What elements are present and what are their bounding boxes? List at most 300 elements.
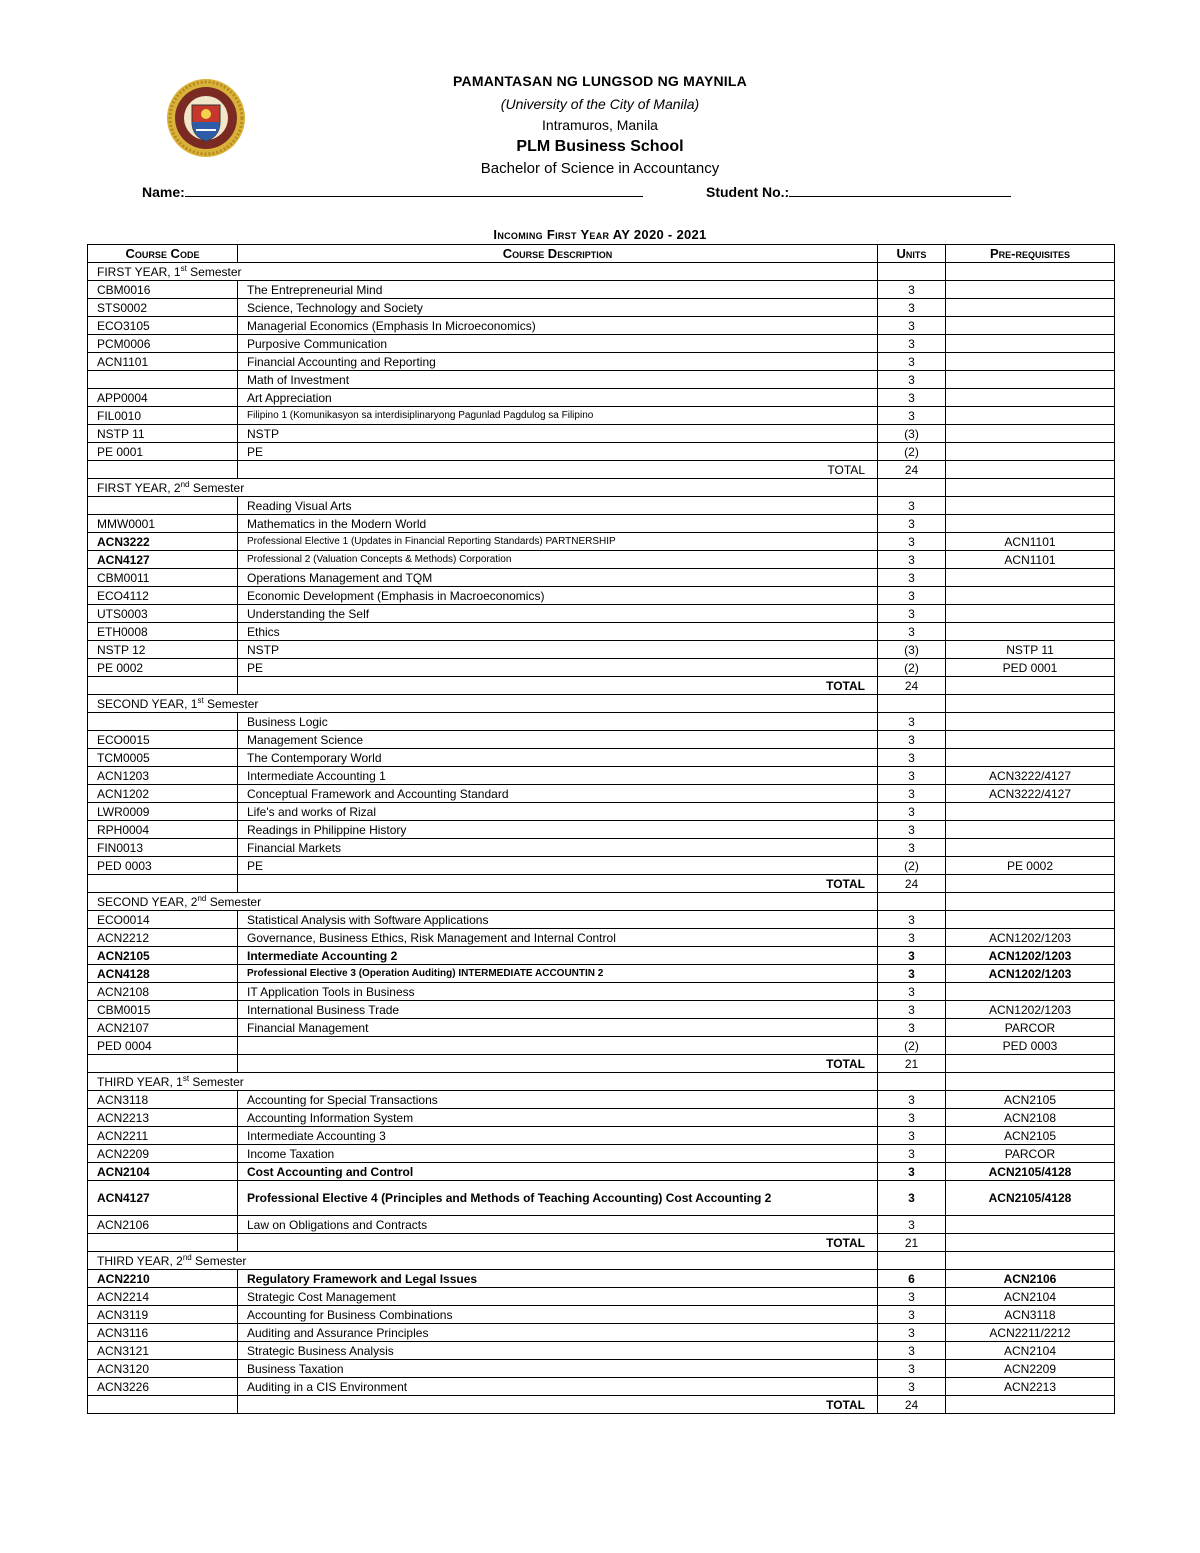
course-row <box>88 929 1115 947</box>
course-row <box>88 281 1115 299</box>
empty-cell <box>88 875 238 893</box>
course-prerequisite: ACN2211/2212 <box>946 1324 1115 1342</box>
course-units: 3 <box>878 731 946 749</box>
empty-cell <box>878 1252 946 1270</box>
student-no-label: Student No.: <box>706 184 790 200</box>
course-code <box>88 497 238 515</box>
semester-title-ordinal: nd <box>197 893 207 903</box>
course-prerequisite <box>946 731 1115 749</box>
course-units: 3 <box>878 623 946 641</box>
course-code: ACN2212 <box>88 929 238 947</box>
empty-cell <box>946 893 1115 911</box>
course-description: Accounting for Business Combinations <box>238 1306 878 1324</box>
course-row <box>88 1378 1115 1396</box>
course-row <box>88 1019 1115 1037</box>
semester-title-ordinal: st <box>180 263 187 273</box>
course-row <box>88 317 1115 335</box>
course-description: Intermediate Accounting 1 <box>238 767 878 785</box>
semester-title-suffix: Semester <box>206 894 262 909</box>
course-units: 3 <box>878 1306 946 1324</box>
course-prerequisite: ACN1202/1203 <box>946 1001 1115 1019</box>
course-units: (2) <box>878 857 946 875</box>
student-no-blank-line[interactable] <box>789 183 1011 197</box>
course-description: Accounting Information System <box>238 1109 878 1127</box>
course-prerequisite <box>946 983 1115 1001</box>
empty-cell <box>878 479 946 497</box>
university-english-name: (University of the City of Manila) <box>500 96 700 112</box>
empty-cell <box>946 1234 1115 1252</box>
course-units: 3 <box>878 335 946 353</box>
course-description: Financial Accounting and Reporting <box>238 353 878 371</box>
total-row <box>88 1396 1115 1414</box>
course-row <box>88 1324 1115 1342</box>
course-units: 3 <box>878 371 946 389</box>
course-units: 3 <box>878 821 946 839</box>
course-prerequisite: ACN2105/4128 <box>946 1181 1115 1216</box>
course-row <box>88 641 1115 659</box>
semester-title-suffix: Semester <box>191 1253 247 1268</box>
course-code: ACN2106 <box>88 1216 238 1234</box>
course-prerequisite: ACN2105/4128 <box>946 1163 1115 1181</box>
course-description: Professional Elective 4 (Principles and Methods of Teaching Accounting) Cost Accounting 2 <box>238 1181 878 1216</box>
course-description: Purposive Communication <box>238 335 878 353</box>
course-code: PED 0003 <box>88 857 238 875</box>
course-row <box>88 443 1115 461</box>
total-units: 24 <box>878 875 946 893</box>
course-description: Managerial Economics (Emphasis In Microeconomics) <box>238 317 878 335</box>
course-prerequisite <box>946 713 1115 731</box>
semester-title-text: THIRD YEAR, 2 <box>97 1253 183 1268</box>
empty-cell <box>878 695 946 713</box>
course-code: ACN3120 <box>88 1360 238 1378</box>
total-row <box>88 677 1115 695</box>
empty-cell <box>946 263 1115 281</box>
course-prerequisite: ACN3222/4127 <box>946 785 1115 803</box>
semester-title-ordinal: st <box>182 1073 190 1083</box>
course-row <box>88 1360 1115 1378</box>
course-description: Financial Management <box>238 1019 878 1037</box>
course-prerequisite <box>946 353 1115 371</box>
empty-cell <box>946 677 1115 695</box>
total-label: TOTAL <box>238 461 878 479</box>
course-units: 3 <box>878 605 946 623</box>
course-code: ACN3118 <box>88 1091 238 1109</box>
course-code: ACN2107 <box>88 1019 238 1037</box>
course-row <box>88 569 1115 587</box>
semester-title-suffix: Semester <box>189 480 245 495</box>
course-description: NSTP <box>238 641 878 659</box>
course-description: Ethics <box>238 623 878 641</box>
course-units: 3 <box>878 1127 946 1145</box>
course-units: 3 <box>878 983 946 1001</box>
course-row <box>88 803 1115 821</box>
course-row <box>88 1342 1115 1360</box>
course-description: Income Taxation <box>238 1145 878 1163</box>
course-description: Auditing and Assurance Principles <box>238 1324 878 1342</box>
university-name: PAMANTASAN NG LUNGSOD NG MAYNILA <box>453 73 747 89</box>
total-label: TOTAL <box>238 1396 878 1414</box>
course-units: 3 <box>878 551 946 569</box>
total-units: 24 <box>878 677 946 695</box>
course-description: Professional Elective 3 (Operation Auditing) INTERMEDIATE ACCOUNTIN 2 <box>238 965 878 983</box>
course-code: MMW0001 <box>88 515 238 533</box>
name-label: Name: <box>142 184 185 200</box>
course-description: Understanding the Self <box>238 605 878 623</box>
semester-title-ordinal: nd <box>180 479 190 489</box>
course-units: 3 <box>878 407 946 425</box>
course-row <box>88 353 1115 371</box>
course-code: PCM0006 <box>88 335 238 353</box>
course-code <box>88 713 238 731</box>
course-row <box>88 551 1115 569</box>
course-code: ECO0015 <box>88 731 238 749</box>
course-prerequisite: ACN1202/1203 <box>946 947 1115 965</box>
course-description: Mathematics in the Modern World <box>238 515 878 533</box>
course-code <box>88 371 238 389</box>
semester-title-row <box>88 893 1115 911</box>
course-code: CBM0011 <box>88 569 238 587</box>
course-code: ETH0008 <box>88 623 238 641</box>
course-code: TCM0005 <box>88 749 238 767</box>
course-row <box>88 1216 1115 1234</box>
course-prerequisite: ACN2104 <box>946 1288 1115 1306</box>
course-row <box>88 713 1115 731</box>
course-units: (3) <box>878 425 946 443</box>
course-units: 3 <box>878 1145 946 1163</box>
course-row <box>88 749 1115 767</box>
course-prerequisite <box>946 335 1115 353</box>
course-row <box>88 785 1115 803</box>
course-units: 3 <box>878 1163 946 1181</box>
semester-title-ordinal: st <box>197 695 204 705</box>
course-prerequisite: ACN2213 <box>946 1378 1115 1396</box>
course-units: 3 <box>878 1181 946 1216</box>
course-units: (2) <box>878 443 946 461</box>
student-no-field[interactable] <box>706 183 1011 200</box>
empty-cell <box>946 461 1115 479</box>
course-code: ECO3105 <box>88 317 238 335</box>
course-description: Intermediate Accounting 3 <box>238 1127 878 1145</box>
course-prerequisite: PED 0003 <box>946 1037 1115 1055</box>
course-row <box>88 605 1115 623</box>
course-row <box>88 407 1115 425</box>
course-row <box>88 947 1115 965</box>
course-units: 3 <box>878 281 946 299</box>
empty-cell <box>946 695 1115 713</box>
course-row <box>88 821 1115 839</box>
course-description: Management Science <box>238 731 878 749</box>
course-prerequisite <box>946 1216 1115 1234</box>
empty-cell <box>88 677 238 695</box>
course-code: PE 0002 <box>88 659 238 677</box>
semester-title-suffix: Semester <box>203 696 259 711</box>
course-description: Statistical Analysis with Software Applications <box>238 911 878 929</box>
course-code: APP0004 <box>88 389 238 407</box>
course-units: 3 <box>878 1360 946 1378</box>
course-prerequisite <box>946 443 1115 461</box>
semester-title <box>88 695 878 713</box>
column-header-units: Units <box>878 245 946 263</box>
course-row <box>88 1306 1115 1324</box>
course-row <box>88 587 1115 605</box>
course-units: 3 <box>878 389 946 407</box>
total-units: 21 <box>878 1055 946 1073</box>
column-header-prerequisites: Pre-requisites <box>946 245 1115 263</box>
course-description: International Business Trade <box>238 1001 878 1019</box>
empty-cell <box>946 1252 1115 1270</box>
empty-cell <box>946 479 1115 497</box>
course-row <box>88 1091 1115 1109</box>
course-description: Science, Technology and Society <box>238 299 878 317</box>
course-description: Financial Markets <box>238 839 878 857</box>
course-description: Cost Accounting and Control <box>238 1163 878 1181</box>
course-description: PE <box>238 443 878 461</box>
course-code: ACN2213 <box>88 1109 238 1127</box>
course-prerequisite <box>946 497 1115 515</box>
empty-cell <box>88 1396 238 1414</box>
total-units: 24 <box>878 1396 946 1414</box>
course-units: 3 <box>878 785 946 803</box>
semester-title <box>88 1073 878 1091</box>
course-row <box>88 515 1115 533</box>
course-description: Reading Visual Arts <box>238 497 878 515</box>
empty-cell <box>88 461 238 479</box>
course-units: (2) <box>878 1037 946 1055</box>
course-code: ACN3226 <box>88 1378 238 1396</box>
course-prerequisite: ACN2104 <box>946 1342 1115 1360</box>
course-description: Strategic Business Analysis <box>238 1342 878 1360</box>
course-units: 3 <box>878 1324 946 1342</box>
school-name: PLM Business School <box>516 138 684 155</box>
course-code: FIL0010 <box>88 407 238 425</box>
course-units: 3 <box>878 749 946 767</box>
course-row <box>88 1001 1115 1019</box>
total-units: 21 <box>878 1234 946 1252</box>
course-prerequisite <box>946 389 1115 407</box>
course-code: PE 0001 <box>88 443 238 461</box>
semester-title <box>88 893 878 911</box>
course-row <box>88 1109 1115 1127</box>
course-description: PE <box>238 659 878 677</box>
course-description: IT Application Tools in Business <box>238 983 878 1001</box>
table-header-row <box>88 245 1115 263</box>
empty-cell <box>878 1073 946 1091</box>
course-code: ACN2211 <box>88 1127 238 1145</box>
course-units: 3 <box>878 947 946 965</box>
course-description: Art Appreciation <box>238 389 878 407</box>
total-row <box>88 461 1115 479</box>
course-row <box>88 839 1115 857</box>
empty-cell <box>946 1055 1115 1073</box>
course-code: ACN1203 <box>88 767 238 785</box>
course-row <box>88 965 1115 983</box>
course-row <box>88 533 1115 551</box>
semester-title-ordinal: nd <box>182 1252 192 1262</box>
table-title: Incoming First Year AY 2020 - 2021 <box>493 227 707 242</box>
course-prerequisite <box>946 587 1115 605</box>
course-code: RPH0004 <box>88 821 238 839</box>
course-units: 3 <box>878 1378 946 1396</box>
course-prerequisite: PARCOR <box>946 1019 1115 1037</box>
course-units: 6 <box>878 1270 946 1288</box>
course-prerequisite: PED 0001 <box>946 659 1115 677</box>
course-prerequisite <box>946 569 1115 587</box>
course-description: Regulatory Framework and Legal Issues <box>238 1270 878 1288</box>
course-description: Professional Elective 1 (Updates in Financial Reporting Standards) PARTNERSHIP <box>238 533 878 551</box>
course-row <box>88 299 1115 317</box>
course-description: Filipino 1 (Komunikasyon sa interdisiplinaryong Pagunlad Pagdulog sa Filipino <box>238 407 878 425</box>
course-description: Operations Management and TQM <box>238 569 878 587</box>
semester-title-suffix: Semester <box>189 1074 244 1089</box>
course-code: ACN1101 <box>88 353 238 371</box>
semester-title-row <box>88 479 1115 497</box>
course-row <box>88 911 1115 929</box>
course-prerequisite: PARCOR <box>946 1145 1115 1163</box>
course-units: 3 <box>878 1288 946 1306</box>
empty-cell <box>878 263 946 281</box>
course-units: 3 <box>878 317 946 335</box>
empty-cell <box>878 893 946 911</box>
course-code: ACN1202 <box>88 785 238 803</box>
course-row <box>88 1145 1115 1163</box>
course-row <box>88 857 1115 875</box>
course-row <box>88 623 1115 641</box>
course-description: Conceptual Framework and Accounting Standard <box>238 785 878 803</box>
course-prerequisite: ACN1202/1203 <box>946 965 1115 983</box>
course-prerequisite <box>946 515 1115 533</box>
course-code: ACN4128 <box>88 965 238 983</box>
course-units: 3 <box>878 299 946 317</box>
course-units: 3 <box>878 497 946 515</box>
course-prerequisite: ACN2108 <box>946 1109 1115 1127</box>
course-units: 3 <box>878 911 946 929</box>
semester-title-text: FIRST YEAR, 2 <box>97 480 181 495</box>
course-description: The Contemporary World <box>238 749 878 767</box>
semester-title-row <box>88 1252 1115 1270</box>
course-code: ACN2108 <box>88 983 238 1001</box>
course-prerequisite: ACN2106 <box>946 1270 1115 1288</box>
course-code: ACN2209 <box>88 1145 238 1163</box>
course-code: ACN2210 <box>88 1270 238 1288</box>
empty-cell <box>88 1055 238 1073</box>
course-prerequisite <box>946 425 1115 443</box>
total-label: TOTAL <box>238 1234 878 1252</box>
course-code: UTS0003 <box>88 605 238 623</box>
course-description: The Entrepreneurial Mind <box>238 281 878 299</box>
course-code: ACN4127 <box>88 1181 238 1216</box>
course-units: 3 <box>878 569 946 587</box>
course-units: 3 <box>878 533 946 551</box>
course-code: ACN2105 <box>88 947 238 965</box>
name-field[interactable] <box>142 183 643 200</box>
course-description: NSTP <box>238 425 878 443</box>
course-prerequisite: PE 0002 <box>946 857 1115 875</box>
program-name: Bachelor of Science in Accountancy <box>480 160 720 177</box>
course-description: Intermediate Accounting 2 <box>238 947 878 965</box>
curriculum-table <box>87 244 1115 1414</box>
course-code: ACN4127 <box>88 551 238 569</box>
course-code: FIN0013 <box>88 839 238 857</box>
course-units: 3 <box>878 803 946 821</box>
course-row <box>88 983 1115 1001</box>
course-row <box>88 1270 1115 1288</box>
course-prerequisite <box>946 407 1115 425</box>
curriculum-body <box>88 263 1115 1414</box>
course-code: STS0002 <box>88 299 238 317</box>
semester-title-row <box>88 1073 1115 1091</box>
course-prerequisite <box>946 317 1115 335</box>
course-row <box>88 767 1115 785</box>
course-description: Life's and works of Rizal <box>238 803 878 821</box>
course-code: CBM0016 <box>88 281 238 299</box>
course-units: 3 <box>878 839 946 857</box>
semester-title-suffix: Semester <box>186 264 242 279</box>
course-prerequisite: ACN1101 <box>946 533 1115 551</box>
course-description: Professional 2 (Valuation Concepts & Methods) Corporation <box>238 551 878 569</box>
course-code: LWR0009 <box>88 803 238 821</box>
course-units: 3 <box>878 1019 946 1037</box>
total-label: TOTAL <box>238 677 878 695</box>
course-code: NSTP 12 <box>88 641 238 659</box>
course-prerequisite <box>946 749 1115 767</box>
semester-title-text: SECOND YEAR, 2 <box>97 894 198 909</box>
course-units: 3 <box>878 1216 946 1234</box>
course-row <box>88 1181 1115 1216</box>
empty-cell <box>946 1396 1115 1414</box>
course-units: (2) <box>878 659 946 677</box>
course-description: Accounting for Special Transactions <box>238 1091 878 1109</box>
course-description: Math of Investment <box>238 371 878 389</box>
total-label: TOTAL <box>238 875 878 893</box>
course-prerequisite <box>946 803 1115 821</box>
course-description: Strategic Cost Management <box>238 1288 878 1306</box>
semester-title <box>88 479 878 497</box>
total-units: 24 <box>878 461 946 479</box>
course-units: (3) <box>878 641 946 659</box>
total-label: TOTAL <box>238 1055 878 1073</box>
course-prerequisite <box>946 371 1115 389</box>
course-units: 3 <box>878 1342 946 1360</box>
course-units: 3 <box>878 929 946 947</box>
course-code: ACN2104 <box>88 1163 238 1181</box>
course-prerequisite: ACN3222/4127 <box>946 767 1115 785</box>
course-prerequisite: NSTP 11 <box>946 641 1115 659</box>
course-row <box>88 371 1115 389</box>
course-prerequisite: ACN1202/1203 <box>946 929 1115 947</box>
course-code: ACN3116 <box>88 1324 238 1342</box>
course-prerequisite <box>946 281 1115 299</box>
course-prerequisite <box>946 299 1115 317</box>
course-code: ECO0014 <box>88 911 238 929</box>
course-code: CBM0015 <box>88 1001 238 1019</box>
course-prerequisite <box>946 605 1115 623</box>
course-description: Governance, Business Ethics, Risk Management and Internal Control <box>238 929 878 947</box>
course-row <box>88 1127 1115 1145</box>
course-row <box>88 1163 1115 1181</box>
column-header-code: Course Code <box>88 245 238 263</box>
course-row <box>88 1037 1115 1055</box>
course-description: PE <box>238 857 878 875</box>
total-row <box>88 875 1115 893</box>
course-code: ACN2214 <box>88 1288 238 1306</box>
semester-title <box>88 263 878 281</box>
semester-title-row <box>88 695 1115 713</box>
course-units: 3 <box>878 353 946 371</box>
course-units: 3 <box>878 965 946 983</box>
course-row <box>88 731 1115 749</box>
course-prerequisite: ACN3118 <box>946 1306 1115 1324</box>
name-blank-line[interactable] <box>185 183 643 197</box>
